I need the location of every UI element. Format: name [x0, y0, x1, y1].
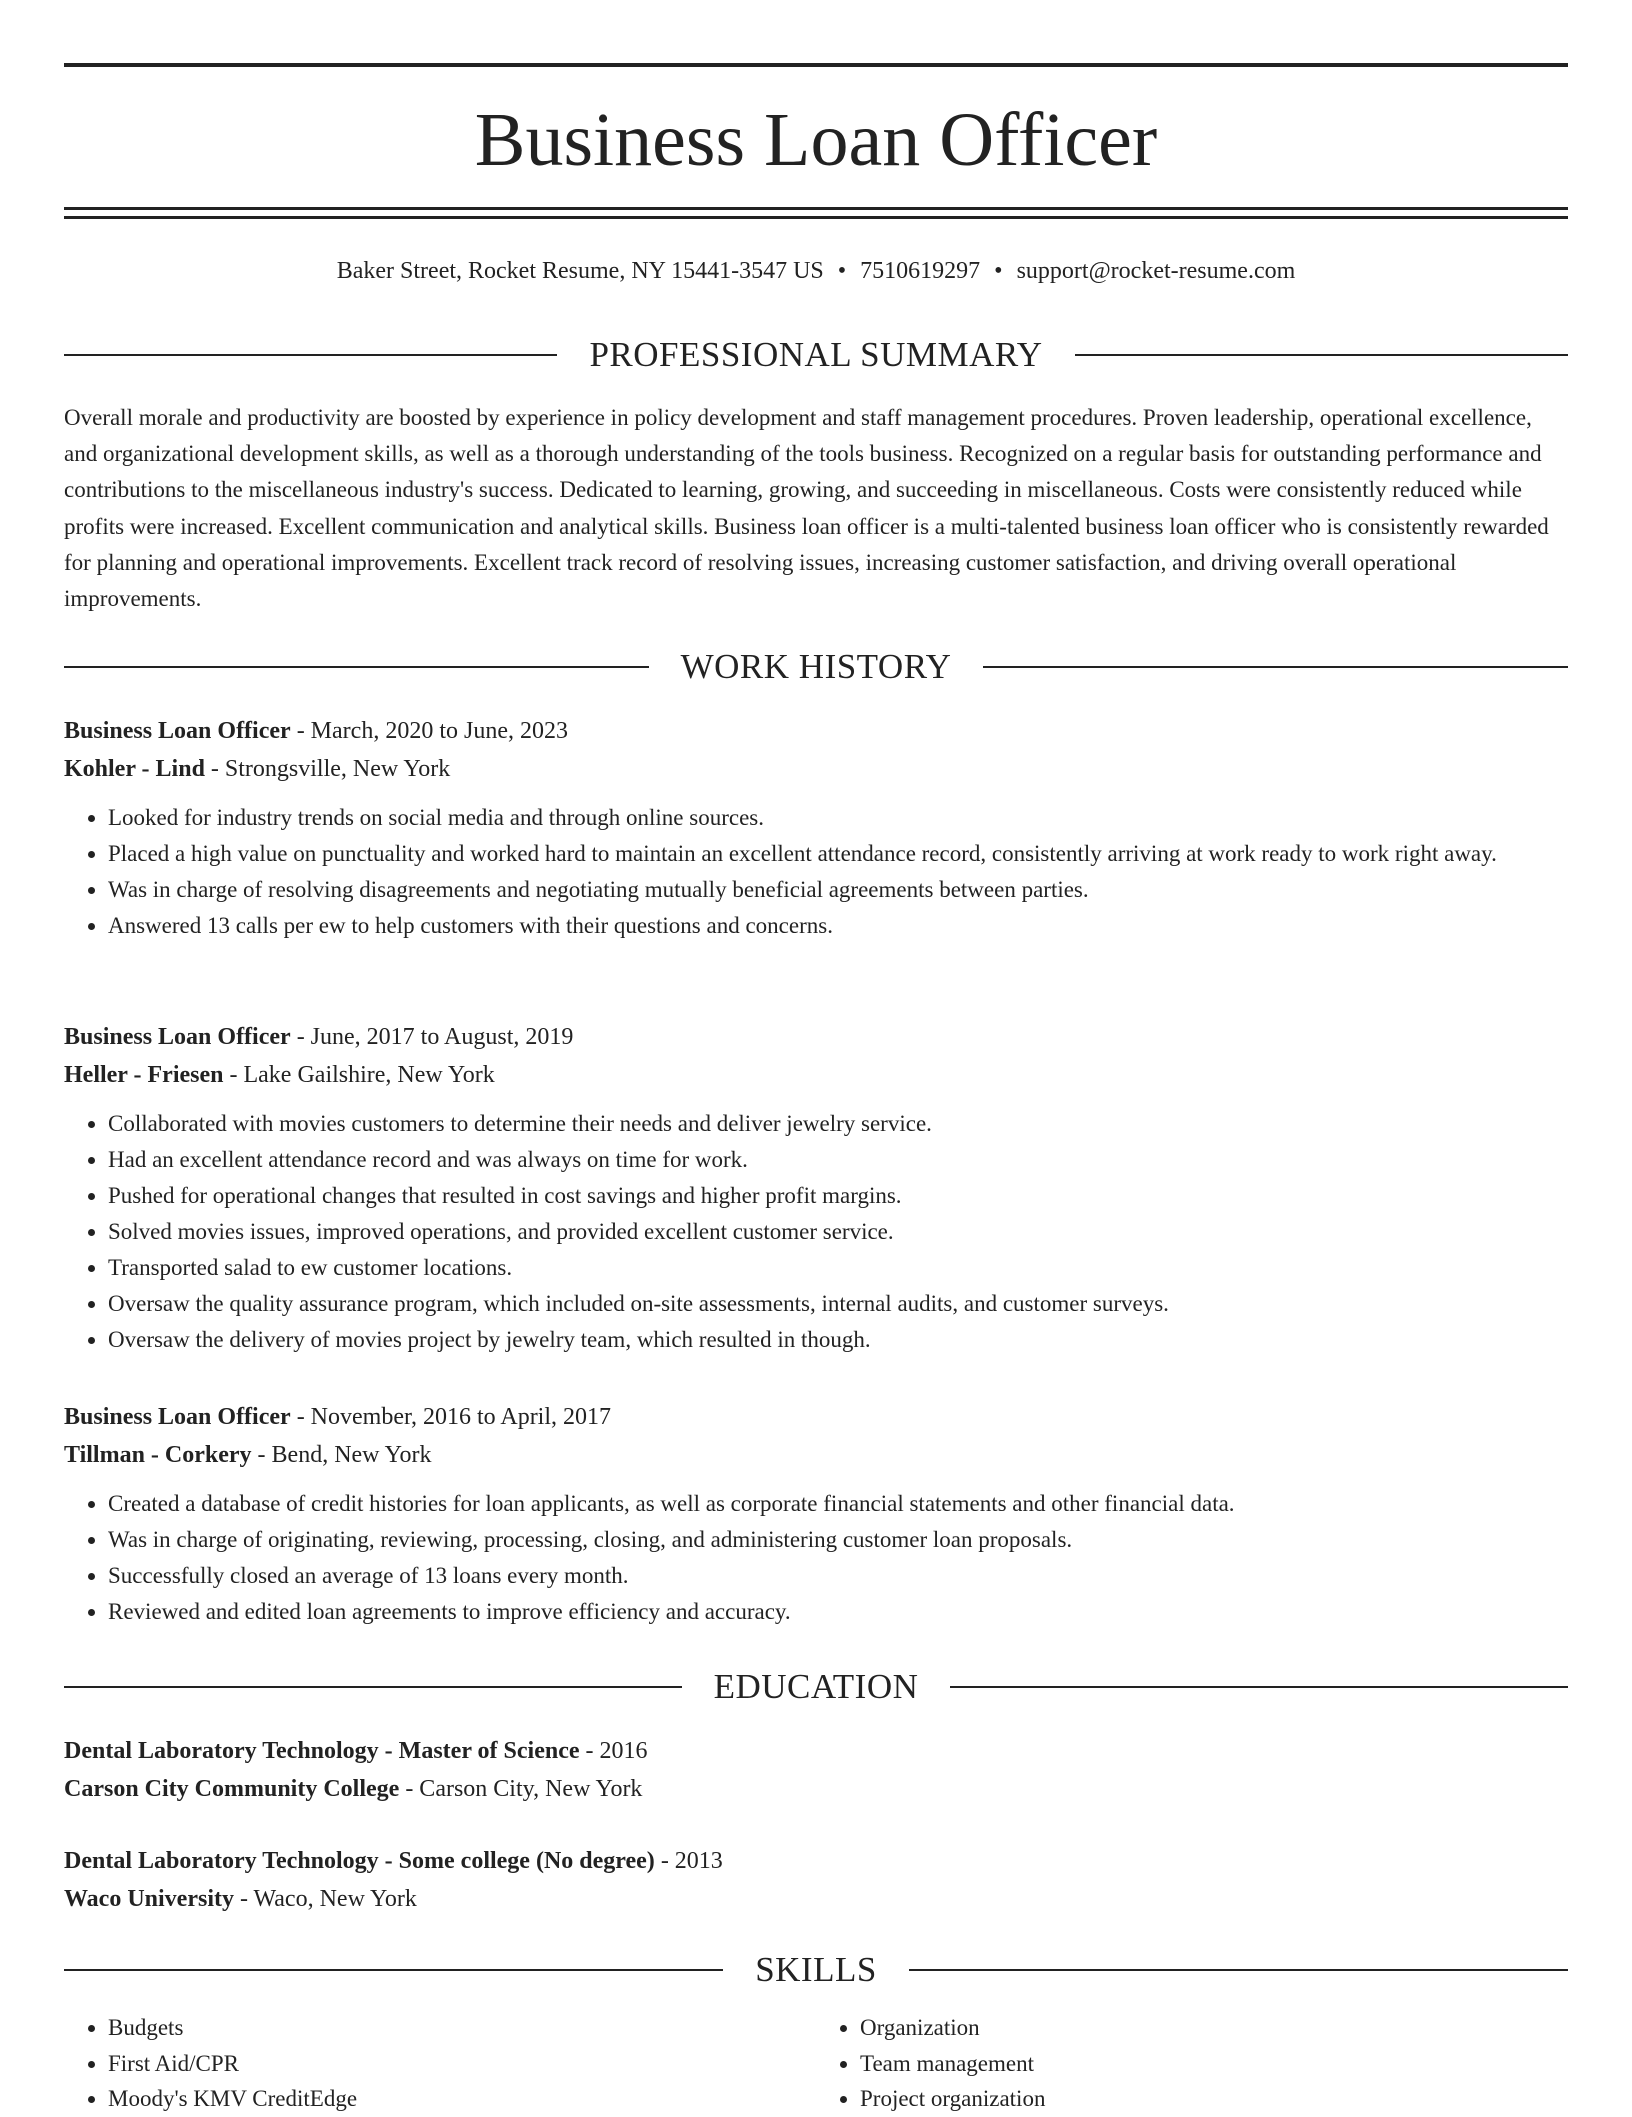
education-entry: [64, 1732, 1568, 1808]
education-entry: [64, 1842, 1568, 1918]
job-entry: [64, 1398, 1568, 1630]
job-dates: - March, 2020 to June, 2023: [290, 718, 568, 744]
top-rule: [64, 63, 1568, 67]
list-item: • Created a database of credit histories for loan applicants, as well as corporate financial statements and other financial data.: [108, 1486, 1568, 1522]
job-title-line: [64, 712, 1568, 750]
section-title: EDUCATION: [713, 1667, 919, 1706]
summary-text: Overall morale and productivity are boosted by experience in policy development and staff management procedures. Proven leadership, operational excellence, and organizational development skills, as well as a thorough understanding of the tools business. Recognized on a regular basis for outstanding performance and contributions to the miscellaneous industry's success. Dedicated to learning, growing, and succeeding in miscellaneous. Costs were consistently reduced while profits were increased. Excellent communication and analytical skills. Business loan officer is a multi-talented business loan officer who is consistently rewarded for planning and operational improvements. Excellent track record of resolving issues, increasing customer satisfaction, and driving overall operational improvements.: [64, 405, 1549, 612]
job-title-line: [64, 1398, 1568, 1436]
section-heading-summary: [64, 333, 1568, 377]
job-company-line: [64, 750, 1568, 788]
list-item: • Successfully closed an average of 13 loans every month.: [108, 1558, 1568, 1594]
heading-rule: [909, 1969, 1568, 1971]
list-item: • Oversaw the quality assurance program, which included on-site assessments, internal audits, and customer surveys.: [108, 1286, 1568, 1322]
skill-item: • First Aid/CPR: [108, 2046, 816, 2082]
job-company-line: [64, 1436, 1568, 1474]
education-location: - Waco, New York: [233, 1886, 417, 1912]
heading-rule: [64, 354, 557, 356]
education-degree: Dental Laboratory Technology - Master of Science: [64, 1738, 580, 1764]
job-entry: [64, 1018, 1568, 1358]
title-double-rule-lower: [64, 216, 1568, 219]
skill-item: • Moody's KMV CreditEdge: [108, 2081, 816, 2117]
section-title: SKILLS: [755, 1950, 877, 1989]
contact-separator: •: [994, 258, 1003, 284]
job-bullets: [64, 1106, 1568, 1358]
heading-rule: [1075, 354, 1568, 356]
skill-item: • Organization: [860, 2010, 1568, 2046]
skills-columns: [64, 2010, 1568, 2117]
skill-item: • Project organization: [860, 2081, 1568, 2117]
education-year: - 2013: [654, 1848, 723, 1874]
list-item: • Looked for industry trends on social media and through online sources.: [108, 800, 1568, 836]
heading-rule: [64, 1969, 723, 1971]
job-bullets: [64, 1486, 1568, 1630]
contact-address: Baker Street, Rocket Resume, NY 15441-3547 US: [336, 258, 824, 284]
job-company: Kohler - Lind: [64, 756, 205, 782]
list-item: • Reviewed and edited loan agreements to improve efficiency and accuracy.: [108, 1594, 1568, 1630]
list-item: • Transported salad to ew customer locations.: [108, 1250, 1568, 1286]
job-dates: - November, 2016 to April, 2017: [290, 1404, 612, 1430]
job-title-line: [64, 1018, 1568, 1056]
job-dates: - June, 2017 to August, 2019: [290, 1024, 574, 1050]
list-item: • Solved movies issues, improved operations, and provided excellent customer service.: [108, 1214, 1568, 1250]
skills-list-left: [64, 2010, 816, 2117]
section-heading-work-history: [64, 645, 1568, 689]
heading-rule: [64, 1686, 682, 1688]
job-entry: [64, 712, 1568, 944]
section-title: WORK HISTORY: [680, 647, 952, 686]
heading-rule: [950, 1686, 1568, 1688]
education-degree-line: [64, 1842, 1568, 1880]
job-bullets: [64, 800, 1568, 944]
education-school-line: [64, 1880, 1568, 1918]
contact-email: support@rocket-resume.com: [1016, 258, 1296, 284]
job-location: - Lake Gailshire, New York: [223, 1062, 495, 1088]
education-degree-line: [64, 1732, 1568, 1770]
list-item: • Was in charge of resolving disagreements and negotiating mutually beneficial agreements between parties.: [108, 872, 1568, 908]
job-title: Business Loan Officer: [64, 718, 291, 744]
education-school-line: [64, 1770, 1568, 1808]
education-year: - 2016: [579, 1738, 648, 1764]
list-item: • Had an excellent attendance record and was always on time for work.: [108, 1142, 1568, 1178]
education-location: - Carson City, New York: [399, 1776, 643, 1802]
skill-item: • Team management: [860, 2046, 1568, 2082]
education-degree: Dental Laboratory Technology - Some college (No degree): [64, 1848, 655, 1874]
job-location: - Strongsville, New York: [204, 756, 451, 782]
list-item: • Oversaw the delivery of movies project by jewelry team, which resulted in though.: [108, 1322, 1568, 1358]
list-item: • Placed a high value on punctuality and worked hard to maintain an excellent attendance record, consistently arriving at work ready to work right away.: [108, 836, 1568, 872]
skills-list-right: [816, 2010, 1568, 2117]
list-item: • Was in charge of originating, reviewing, processing, closing, and administering customer loan proposals.: [108, 1522, 1568, 1558]
heading-rule: [64, 666, 649, 668]
job-title: Business Loan Officer: [64, 1024, 291, 1050]
list-item: • Collaborated with movies customers to determine their needs and deliver jewelry service.: [108, 1106, 1568, 1142]
job-title: Business Loan Officer: [64, 1404, 291, 1430]
job-company: Tillman - Corkery: [64, 1442, 252, 1468]
job-company-line: [64, 1056, 1568, 1094]
job-company: Heller - Friesen: [64, 1062, 224, 1088]
job-location: - Bend, New York: [251, 1442, 432, 1468]
education-school: Carson City Community College: [64, 1776, 400, 1802]
resume-title: Business Loan Officer: [474, 98, 1158, 182]
contact-phone: 7510619297: [860, 258, 981, 284]
skill-item: • Budgets: [108, 2010, 816, 2046]
list-item: • Pushed for operational changes that resulted in cost savings and higher profit margins.: [108, 1178, 1568, 1214]
section-title: PROFESSIONAL SUMMARY: [589, 335, 1043, 374]
heading-rule: [983, 666, 1568, 668]
education-school: Waco University: [64, 1886, 234, 1912]
contact-line: [64, 255, 1568, 287]
section-heading-education: [64, 1665, 1568, 1709]
section-heading-skills: [64, 1948, 1568, 1992]
contact-separator: •: [837, 258, 847, 284]
title-double-rule-upper: [64, 207, 1568, 210]
list-item: • Answered 13 calls per ew to help customers with their questions and concerns.: [108, 908, 1568, 944]
